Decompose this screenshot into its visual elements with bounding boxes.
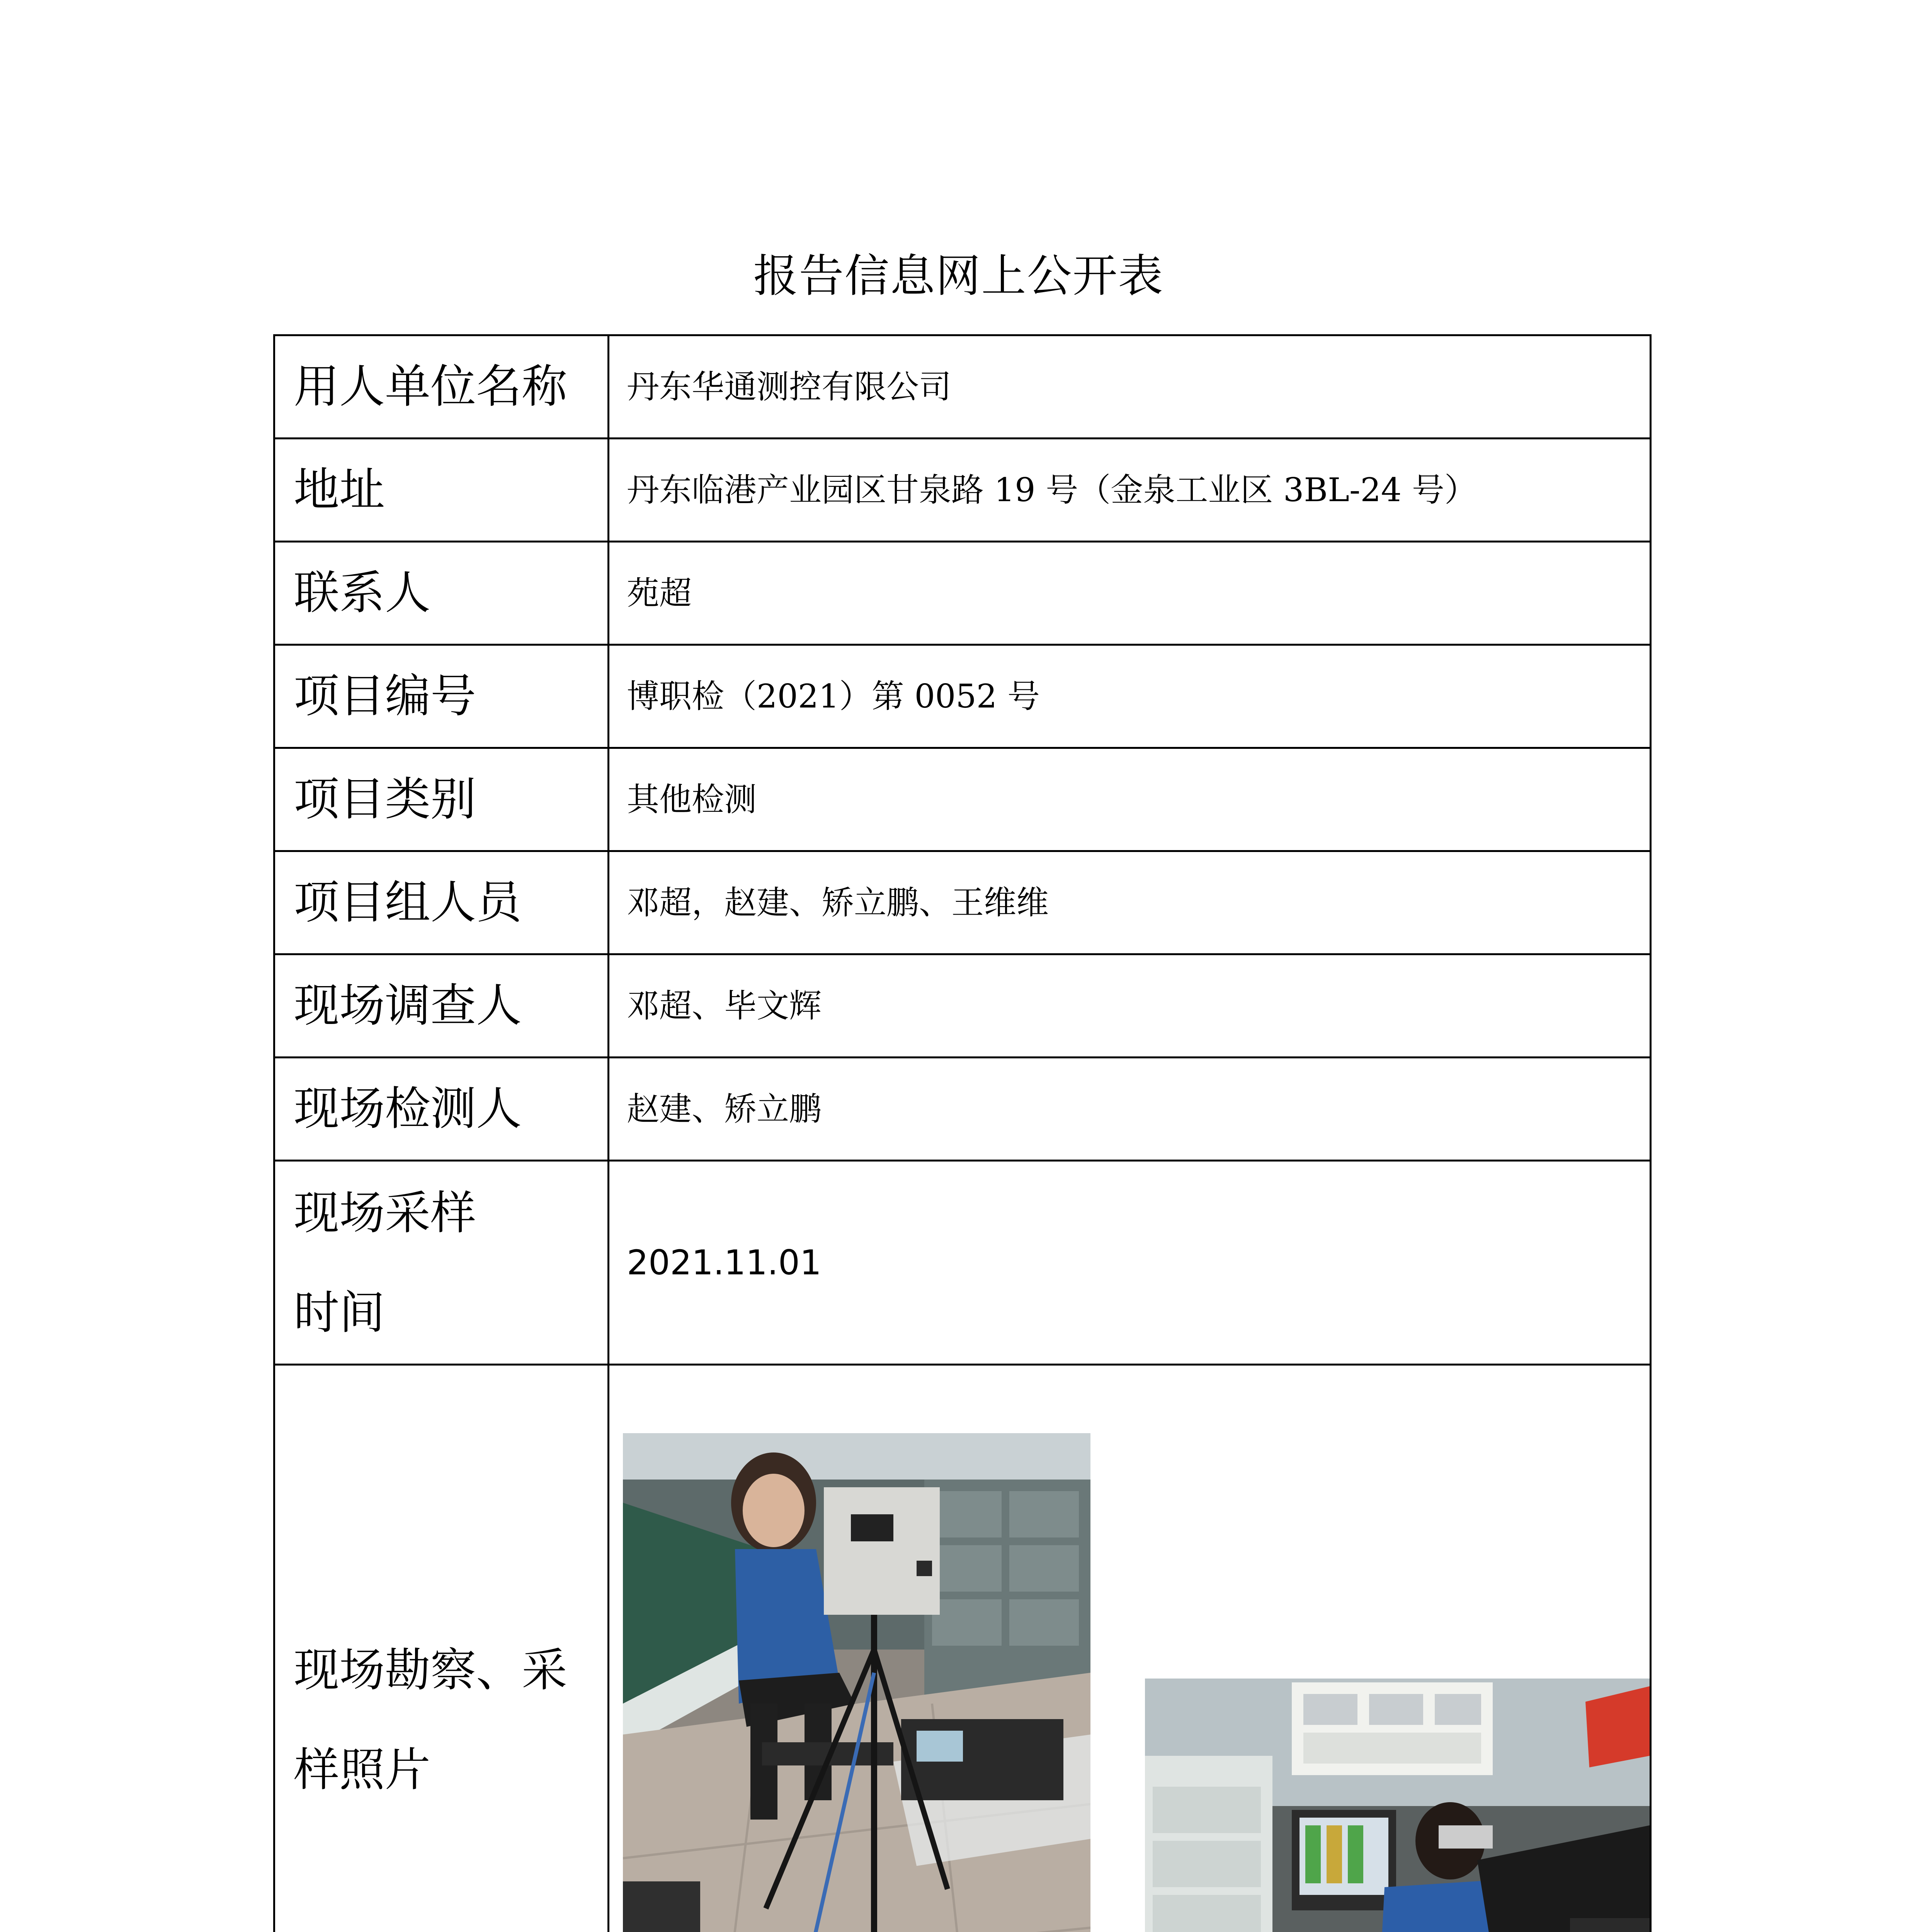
row-label-address: 地址 [274,439,609,542]
photos-label-line2: 样照片 [294,1743,431,1796]
site-photo-worker-station [1145,1679,1650,1932]
row-value-site-tester: 赵建、矫立鹏 [609,1058,1651,1161]
table-row [274,1161,1651,1365]
row-value-site-investigator: 邓超、毕文辉 [609,954,1651,1058]
row-label-photos [274,1365,609,1932]
table-row [274,1058,1651,1161]
photo-cell [609,1365,1651,1932]
row-value-sampling-time: 2021.11.01 [609,1161,1651,1365]
table-row [274,335,1651,439]
row-label-employer: 用人单位名称 [274,335,609,439]
row-value-employer: 丹东华通测控有限公司 [609,335,1651,439]
row-value-project-category: 其他检测 [609,748,1651,851]
table-row [274,748,1651,851]
row-value-project-number: 博职检（2021）第 0052 号 [609,645,1651,748]
row-label-project-category: 项目类别 [274,748,609,851]
photos-label-line1: 现场勘察、采 [294,1643,568,1697]
document-title: 报告信息网上公开表 [753,250,1164,302]
row-label-sampling-time [274,1161,609,1365]
row-label-site-tester: 现场检测人 [274,1058,609,1161]
row-value-address: 丹东临港产业园区甘泉路 19 号（金泉工业区 3BL-24 号） [609,439,1651,542]
row-label-project-team: 项目组人员 [274,851,609,954]
table-row [274,439,1651,542]
row-label-contact: 联系人 [274,542,609,645]
sampling-time-label-line2: 时间 [294,1286,385,1339]
site-photo-sampling-tripod [623,1433,1090,1932]
row-value-project-team: 邓超，赵建、矫立鹏、王维维 [609,851,1651,954]
info-table [273,334,1652,1932]
row-label-site-investigator: 现场调查人 [274,954,609,1058]
table-row [274,954,1651,1058]
table-row [274,645,1651,748]
table-row [274,851,1651,954]
row-value-contact: 苑超 [609,542,1651,645]
table-row [274,542,1651,645]
sampling-time-label-line1: 现场采样 [294,1186,476,1240]
row-label-project-number: 项目编号 [274,645,609,748]
table-row [274,1365,1651,1932]
